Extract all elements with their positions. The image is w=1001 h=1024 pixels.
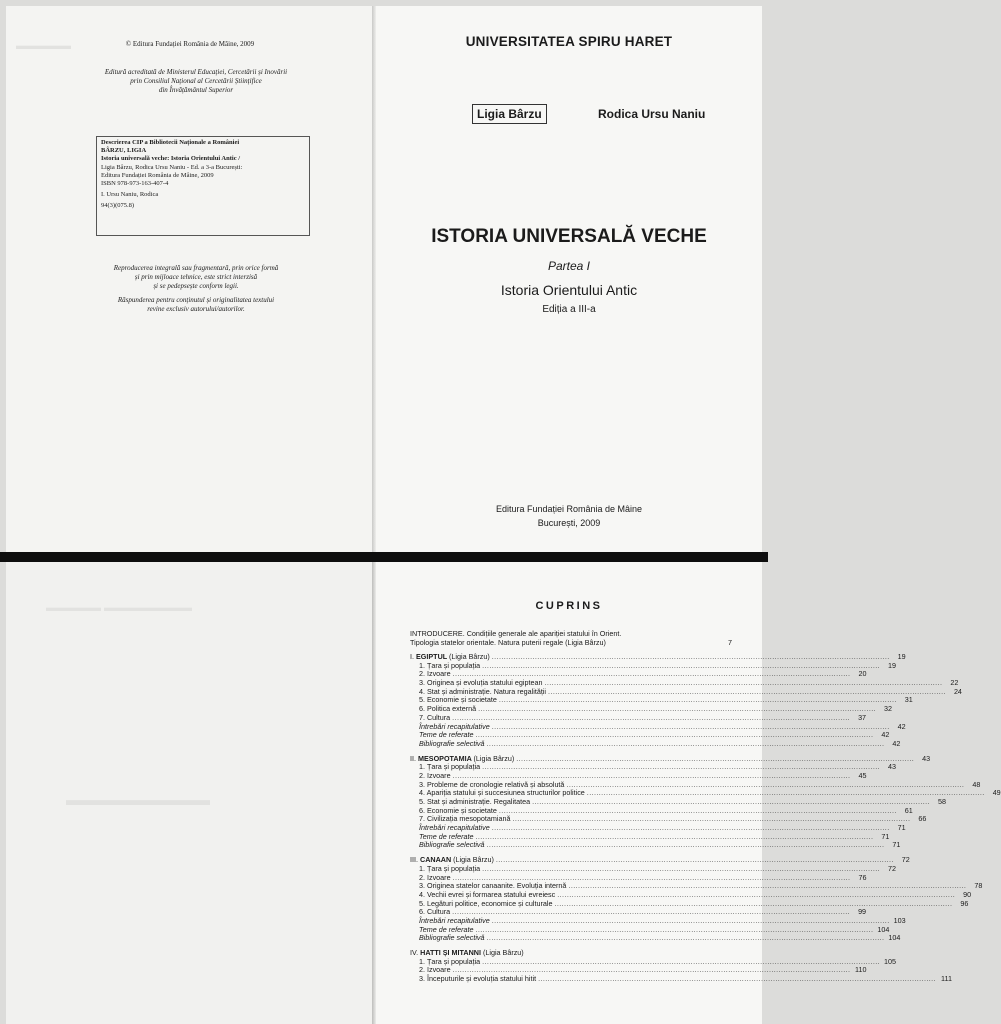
chapter-heading-label: II. MESOPOTAMIA (Ligia Bârzu) (410, 753, 515, 763)
toc-entry-label: 2. Izvoare (419, 872, 451, 882)
bleed-through-title: ▬▬▬▬▬▬▬▬▬ (66, 792, 210, 809)
toc-entry-label: 2. Izvoare (419, 770, 451, 780)
legal-line: revine exclusiv autorului/autorilor. (147, 305, 245, 313)
title-page (376, 6, 762, 552)
toc-entry-label: Întrebări recapitulative (419, 823, 490, 833)
toc-entry-page: 71 (897, 823, 906, 833)
toc-entry-label: Bibliografie selectivă (419, 840, 485, 850)
toc-entry-page: 111 (941, 974, 952, 984)
intro-line-1: INTRODUCERE. Condițiile generale ale apariției statului în Orient. (410, 629, 622, 638)
bleed-through-text: ▬▬▬▬▬ (16, 40, 71, 52)
toc-entry-page: 61 (904, 805, 913, 815)
cip-line: Ligia Bârzu, Rodica Ursu Naniu - Ed. a 3-a București: (101, 163, 243, 171)
toc-entry-label: 3. Originea statelor canaanite. Evoluția internă (419, 881, 567, 891)
cip-line: 94(3)(075.8) (101, 202, 135, 210)
book-subtitle: Istoria Orientului Antic (500, 282, 638, 298)
toc-entry-page: 96 (960, 898, 969, 908)
toc-entry-label: 3. Începuturile și evoluția statului hitit (419, 974, 537, 984)
edition: Ediția a III-a (542, 304, 596, 315)
toc-entry-label: 4. Apariția statului și succesiunea structurilor politice (419, 788, 585, 798)
cip-line: Descrierea CIP a Bibliotecii Naționale a României (101, 139, 240, 146)
toc-entry-label: Teme de referate (419, 831, 474, 841)
university-name: UNIVERSITATEA SPIRU HARET (465, 34, 673, 49)
toc-entry-page: 42 (892, 738, 901, 748)
toc-entry-page: 90 (963, 889, 972, 899)
book-title: ISTORIA UNIVERSALĂ VECHE (431, 226, 707, 247)
toc-entry (410, 840, 901, 850)
place-year: București, 2009 (537, 518, 601, 528)
toc-entry-page: 19 (888, 660, 897, 670)
toc-chapter (410, 855, 983, 943)
toc-entry-label: 3. Originea și evoluția statului egiptean (419, 678, 543, 688)
book-part: Partea I (547, 259, 591, 273)
toc-entry-label: 1. Țara și populația (419, 956, 481, 966)
toc-entry-label: 1. Țara și populația (419, 660, 481, 670)
toc-entry-label: 4. Stat și administrație. Natura regalității (419, 686, 547, 696)
toc-entry-label: Bibliografie selectivă (419, 738, 485, 748)
contents-page (376, 562, 1001, 1024)
toc-entry-page: 24 (953, 686, 962, 696)
chapter-heading-page: 43 (922, 753, 931, 763)
toc-entry-label: Teme de referate (419, 924, 474, 934)
toc-entry-label: Teme de referate (419, 730, 474, 740)
toc-entry-label: 6. Economie și societate (419, 805, 497, 815)
scan-gap (0, 552, 768, 562)
toc-entry-page: 104 (888, 933, 901, 943)
toc-entry-page: 103 (893, 915, 906, 925)
toc-entry-page: 22 (950, 678, 959, 688)
toc-entry-label: 6. Politica externă (419, 704, 477, 714)
toc-entry-label: Întrebări recapitulative (419, 721, 490, 731)
toc-introduction (410, 630, 732, 647)
toc-chapter (410, 948, 952, 984)
toc-entry-label: 5. Economie și societate (419, 695, 497, 705)
toc-entry-page: 42 (881, 730, 890, 740)
toc-entry-label: Bibliografie selectivă (419, 933, 485, 943)
toc-entry-label: 6. Cultura (419, 907, 451, 917)
chapter-heading-label: IV. HATTI ȘI MITANNI (Ligia Bârzu) (410, 948, 524, 957)
toc-entry-label: 7. Cultura (419, 712, 451, 722)
copyright-line: © Editura Fundației România de Mâine, 2009 (125, 40, 255, 48)
legal-notice (66, 264, 326, 314)
toc-entry-page: 45 (858, 770, 867, 780)
toc-entry-page: 58 (937, 797, 946, 806)
blank-page (6, 562, 374, 1024)
contents-heading: CUPRINS (535, 600, 603, 612)
author-2: Rodica Ursu Naniu (598, 107, 706, 121)
toc-entry-label: 1. Țara și populația (419, 863, 481, 873)
toc-entry-label: Întrebări recapitulative (419, 915, 490, 925)
legal-line: Răspunderea pentru conținutul și originalitatea textului (117, 296, 275, 304)
toc-entry-label: 5. Stat și administrație. Regalitatea (419, 797, 531, 806)
toc-entry (410, 933, 901, 943)
author-1: Ligia Bârzu (472, 104, 547, 124)
toc-entry-page: 37 (858, 712, 867, 722)
chapter-heading-page: 19 (897, 652, 906, 661)
chapter-heading-page: 72 (901, 855, 910, 865)
toc-entry-label: 1. Țara și populația (419, 762, 481, 772)
toc-entry-page: 72 (888, 863, 897, 873)
toc-entry-label: 4. Vechii evrei și formarea statului evreiesc (419, 889, 556, 899)
chapter-heading-label: I. EGIPTUL (Ligia Bârzu) (410, 652, 490, 661)
toc-entry-page: 78 (974, 881, 983, 891)
legal-line: Reproducerea integrală sau fragmentară, prin orice formă (113, 264, 279, 272)
intro-page: 7 (728, 637, 732, 647)
intro-line-2: Tipologia statelor orientale. Natura puterii regale (Ligia Bârzu) (410, 637, 606, 647)
legal-line: și se pedepsește conform legii. (153, 282, 239, 290)
toc-entry (410, 974, 952, 984)
toc-entry-page: 110 (854, 965, 867, 975)
bleed-through-text: ▬▬▬▬▬ ▬▬▬▬▬▬▬▬ (46, 602, 193, 614)
publisher: Editura Fundației România de Mâine (495, 504, 643, 514)
chapter-heading-label: III. CANAAN (Ligia Bârzu) (410, 855, 494, 865)
cip-line: I. Ursu Naniu, Rodica (101, 191, 159, 199)
toc-entry-page: 99 (858, 907, 867, 917)
toc-entry-page: 48 (972, 779, 981, 789)
toc-entry-label: 2. Izvoare (419, 965, 451, 975)
accreditation-note: Editură acreditată de Ministerul Educației, Cercetării și Inovării prin Consiliul Național al Cercetării Științifice din Învățământul Superior (104, 68, 288, 94)
publisher-block (376, 502, 762, 530)
toc-entry-page: 42 (897, 721, 906, 731)
copyright-page (6, 6, 374, 552)
toc-entry-page: 20 (858, 669, 867, 679)
cip-line: Istoria universală veche: Istoria Orientului Antic / (101, 155, 241, 163)
toc-entry-page: 32 (884, 704, 893, 714)
cip-line: Editura Fundației România de Mâine, 2009 (101, 171, 214, 179)
cip-line: ISBN 978-973-163-407-4 (101, 180, 169, 188)
toc-entry-page: 71 (881, 831, 890, 841)
toc-entry-page: 31 (904, 695, 913, 705)
toc-entry-label: 7. Civilizația mesopotamiană (419, 814, 511, 824)
legal-line: și prin mijloace tehnice, este strict interzisă (134, 273, 258, 281)
table-of-contents (410, 629, 1001, 990)
toc-entry-page: 49 (992, 788, 1001, 798)
toc-entry-page: 43 (888, 762, 897, 772)
toc-entry-label: 3. Probleme de cronologie relativă și absolută (419, 779, 565, 789)
cip-line: BÂRZU, LIGIA (101, 147, 147, 155)
toc-entry (410, 738, 901, 749)
toc-entry-page: 76 (858, 872, 867, 882)
toc-chapter (410, 753, 1001, 851)
cip-description-box (96, 136, 310, 236)
toc-entry-label: 2. Izvoare (419, 669, 451, 679)
toc-entry-page: 66 (918, 814, 927, 824)
toc-entry-label: 5. Legături politice, economice și culturale (419, 898, 553, 908)
toc-entry-page: 105 (884, 956, 897, 966)
toc-chapter (410, 652, 962, 749)
toc-entry-page: 104 (877, 924, 890, 934)
toc-entry-page: 71 (892, 840, 901, 850)
